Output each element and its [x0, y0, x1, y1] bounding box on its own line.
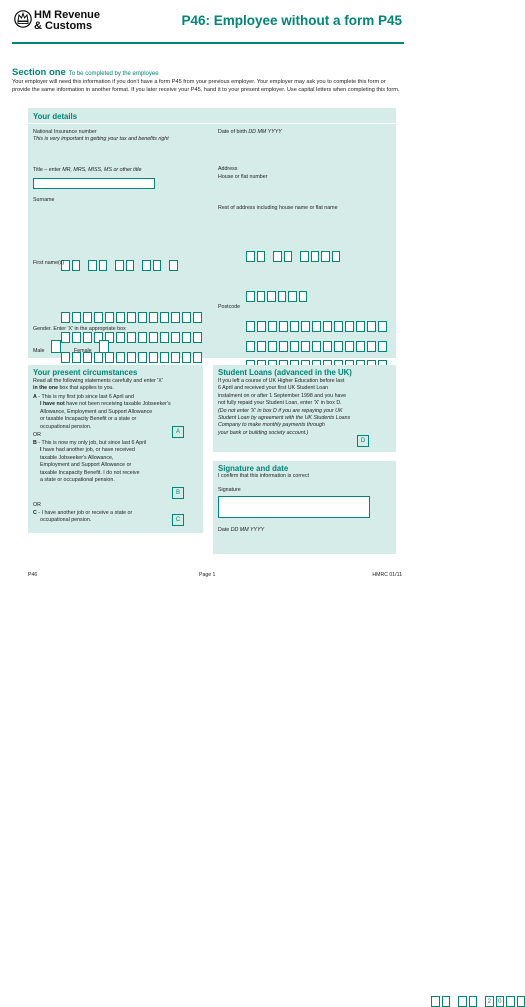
ni-number-box[interactable]	[169, 260, 178, 271]
address-box[interactable]	[312, 341, 321, 352]
ni-hint: This is very important in getting your tax and benefits right	[33, 136, 169, 142]
student-loans-panel	[213, 365, 396, 452]
house-number-box[interactable]	[299, 291, 308, 302]
house-number-box[interactable]	[246, 291, 255, 302]
crown-logo-icon	[14, 9, 32, 29]
address-box[interactable]	[345, 341, 354, 352]
surname-box[interactable]	[182, 312, 191, 323]
house-number-box[interactable]	[257, 291, 266, 302]
ni-number-box[interactable]	[153, 260, 162, 271]
option-c-checkbox[interactable]: C	[172, 514, 184, 526]
surname-box[interactable]	[171, 312, 180, 323]
surname-box[interactable]	[171, 332, 180, 343]
surname-box[interactable]	[105, 312, 114, 323]
option-b-text: B - This is now my only job, but since last 6 April I have had another job, or have received taxable Jobseeker's Allowance, Employment and Support Allowance or taxable Incapacity Benefit. I do not receive a state or occupational pension.	[33, 440, 146, 484]
address-box[interactable]	[246, 321, 255, 332]
surname-box[interactable]	[160, 352, 169, 363]
dob-box[interactable]	[321, 251, 330, 262]
house-number-box[interactable]	[278, 291, 287, 302]
surname-box[interactable]	[83, 332, 92, 343]
signature-confirm: I confirm that this information is correct	[218, 473, 309, 480]
your-details-title: Your details	[33, 112, 77, 121]
signature-date-box[interactable]	[517, 996, 525, 1007]
signature-input[interactable]	[218, 496, 370, 518]
dob-box[interactable]	[273, 251, 282, 262]
surname-box[interactable]	[160, 312, 169, 323]
surname-box[interactable]	[138, 332, 147, 343]
address-box[interactable]	[279, 321, 288, 332]
address-box[interactable]	[312, 321, 321, 332]
surname-box[interactable]	[149, 312, 158, 323]
surname-box[interactable]	[61, 312, 70, 323]
signature-date-box[interactable]	[431, 996, 440, 1007]
surname-box[interactable]	[72, 312, 81, 323]
surname-label: Surname	[33, 197, 55, 204]
address-box[interactable]	[367, 321, 376, 332]
address-box[interactable]	[279, 341, 288, 352]
address-box[interactable]	[356, 321, 365, 332]
footer-version: HMRC 01/11	[372, 572, 402, 578]
surname-box[interactable]	[149, 332, 158, 343]
address-box[interactable]	[246, 341, 255, 352]
address-box[interactable]	[378, 341, 387, 352]
student-loans-text: If you left a course of UK Higher Education before last 6 April and received your first UK Student Loan instalment on or after 1 September 1998 and you have not fully repaid your Student Loan, enter 'X' in box D. (Do not enter 'X' in box D if you are repaying your UK Student Loan by agreement with the UK Students Loans Company to make monthly payments through your bank or building society account.)	[218, 378, 350, 437]
dob-box[interactable]	[311, 251, 320, 262]
option-a-text: A - This is my first job since last 6 April and I have not have not been receiving taxable Jobseeker's Allowance, Employment and Support Allowance or taxable Incapacity Benefit or a state or occupational pension.	[33, 394, 171, 431]
female-checkbox[interactable]	[99, 340, 109, 353]
house-number-box[interactable]	[288, 291, 297, 302]
male-checkbox[interactable]	[51, 340, 61, 353]
hmrc-logo	[34, 10, 100, 32]
signature-date-box[interactable]: 2	[485, 996, 494, 1007]
section-one-intro: Your employer will need this information if you don't have a form P45 from your previous employer. Your employer may ask you to complete this form or provide the same information in another format. If you later receive your P45, hand it to your present employer. Use capital letters when completing this form.	[12, 78, 404, 94]
surname-box[interactable]	[61, 332, 70, 343]
address-box[interactable]	[257, 341, 266, 352]
surname-box[interactable]	[171, 352, 180, 363]
address-box[interactable]	[323, 341, 332, 352]
surname-box[interactable]	[72, 332, 81, 343]
address-box[interactable]	[301, 321, 310, 332]
surname-box[interactable]	[182, 352, 191, 363]
signature-title: Signature and date	[218, 464, 288, 473]
surname-box[interactable]	[127, 312, 136, 323]
dob-box[interactable]	[246, 251, 255, 262]
surname-box[interactable]	[116, 312, 125, 323]
dob-box[interactable]	[300, 251, 309, 262]
panel-divider	[28, 123, 396, 124]
signature-date-box[interactable]	[458, 996, 467, 1007]
circumstances-panel	[28, 365, 203, 533]
surname-box[interactable]	[61, 352, 70, 363]
header-rule	[12, 42, 404, 44]
ni-number-box[interactable]	[126, 260, 135, 271]
rest-address-label: Rest of address including house name or flat name	[218, 205, 338, 212]
option-c-text: C - I have another job or receive a state or occupational pension.	[33, 510, 132, 525]
option-a-checkbox[interactable]: A	[172, 426, 184, 438]
address-box[interactable]	[268, 341, 277, 352]
address-box[interactable]	[323, 321, 332, 332]
ni-number-box[interactable]	[72, 260, 81, 271]
ni-number-box[interactable]	[88, 260, 97, 271]
surname-box[interactable]	[127, 352, 136, 363]
surname-box[interactable]	[94, 352, 103, 363]
address-box[interactable]	[268, 321, 277, 332]
signature-label: Signature	[218, 487, 241, 494]
gender-label: Gender. Enter 'X' in the appropriate box	[33, 326, 126, 333]
address-box[interactable]	[257, 321, 266, 332]
surname-box[interactable]	[127, 332, 136, 343]
address-box[interactable]	[334, 341, 343, 352]
surname-box[interactable]	[182, 332, 191, 343]
surname-box[interactable]	[193, 312, 202, 323]
logo-line-2: & Customs	[34, 21, 100, 32]
address-box[interactable]	[334, 321, 343, 332]
option-b-checkbox[interactable]: B	[172, 487, 184, 499]
title-input[interactable]	[33, 178, 155, 189]
circumstances-intro: Read all the following statements carefully and enter 'X' in the one box that applies to you.	[33, 378, 201, 393]
surname-box[interactable]	[193, 332, 202, 343]
dob-box[interactable]	[257, 251, 266, 262]
form-title: P46: Employee without a form P45	[181, 13, 402, 28]
male-label: Male	[33, 348, 44, 355]
address-box[interactable]	[367, 341, 376, 352]
address-box[interactable]	[356, 341, 365, 352]
footer-page: Page 1	[199, 572, 215, 578]
signature-panel	[213, 461, 396, 554]
dob-label: Date of birth DD MM YYYY	[218, 129, 282, 136]
dob-box[interactable]	[332, 251, 341, 262]
surname-box[interactable]	[83, 312, 92, 323]
sign-date-label: Date DD MM YYYY	[218, 527, 264, 534]
house-number-label: House or flat number	[218, 174, 267, 181]
dob-box[interactable]	[284, 251, 293, 262]
surname-box[interactable]	[116, 332, 125, 343]
section-one-title: Section one	[12, 67, 66, 78]
footer-form-ref: P46	[28, 572, 37, 578]
surname-box[interactable]	[138, 312, 147, 323]
surname-box[interactable]	[105, 352, 114, 363]
address-label: Address	[218, 166, 237, 173]
title-label: Title – enter MR, MRS, MISS, MS or other title	[33, 167, 141, 174]
option-d-checkbox[interactable]: D	[357, 435, 369, 447]
postcode-label: Postcode	[218, 304, 240, 311]
circumstances-title: Your present circumstances	[33, 368, 137, 377]
surname-box[interactable]	[94, 312, 103, 323]
address-box[interactable]	[378, 321, 387, 332]
student-loans-title: Student Loans (advanced in the UK)	[218, 368, 352, 377]
surname-box[interactable]	[138, 352, 147, 363]
signature-date-box[interactable]	[506, 996, 515, 1007]
or-1: OR	[33, 432, 41, 439]
signature-date-box[interactable]	[469, 996, 478, 1007]
signature-date-box[interactable]	[442, 996, 451, 1007]
ni-number-box[interactable]	[142, 260, 151, 271]
section-one-subtitle: To be completed by the employee	[69, 71, 159, 77]
first-names-label: First name(s)	[33, 260, 64, 267]
address-box[interactable]	[345, 321, 354, 332]
surname-box[interactable]	[160, 332, 169, 343]
surname-box[interactable]	[116, 352, 125, 363]
address-box[interactable]	[301, 341, 310, 352]
your-details-panel	[28, 108, 396, 358]
signature-date-box[interactable]: 0	[496, 996, 505, 1007]
ni-label: National Insurance number	[33, 129, 97, 136]
house-number-box[interactable]	[267, 291, 276, 302]
address-box[interactable]	[290, 341, 299, 352]
female-label: Female	[74, 348, 92, 355]
ni-number-box[interactable]	[115, 260, 124, 271]
ni-number-box[interactable]	[99, 260, 108, 271]
surname-box[interactable]	[193, 352, 202, 363]
or-2: OR	[33, 502, 41, 509]
address-box[interactable]	[290, 321, 299, 332]
logo-line-1: HM Revenue	[34, 10, 100, 21]
surname-box[interactable]	[149, 352, 158, 363]
section-one-heading	[12, 67, 159, 78]
